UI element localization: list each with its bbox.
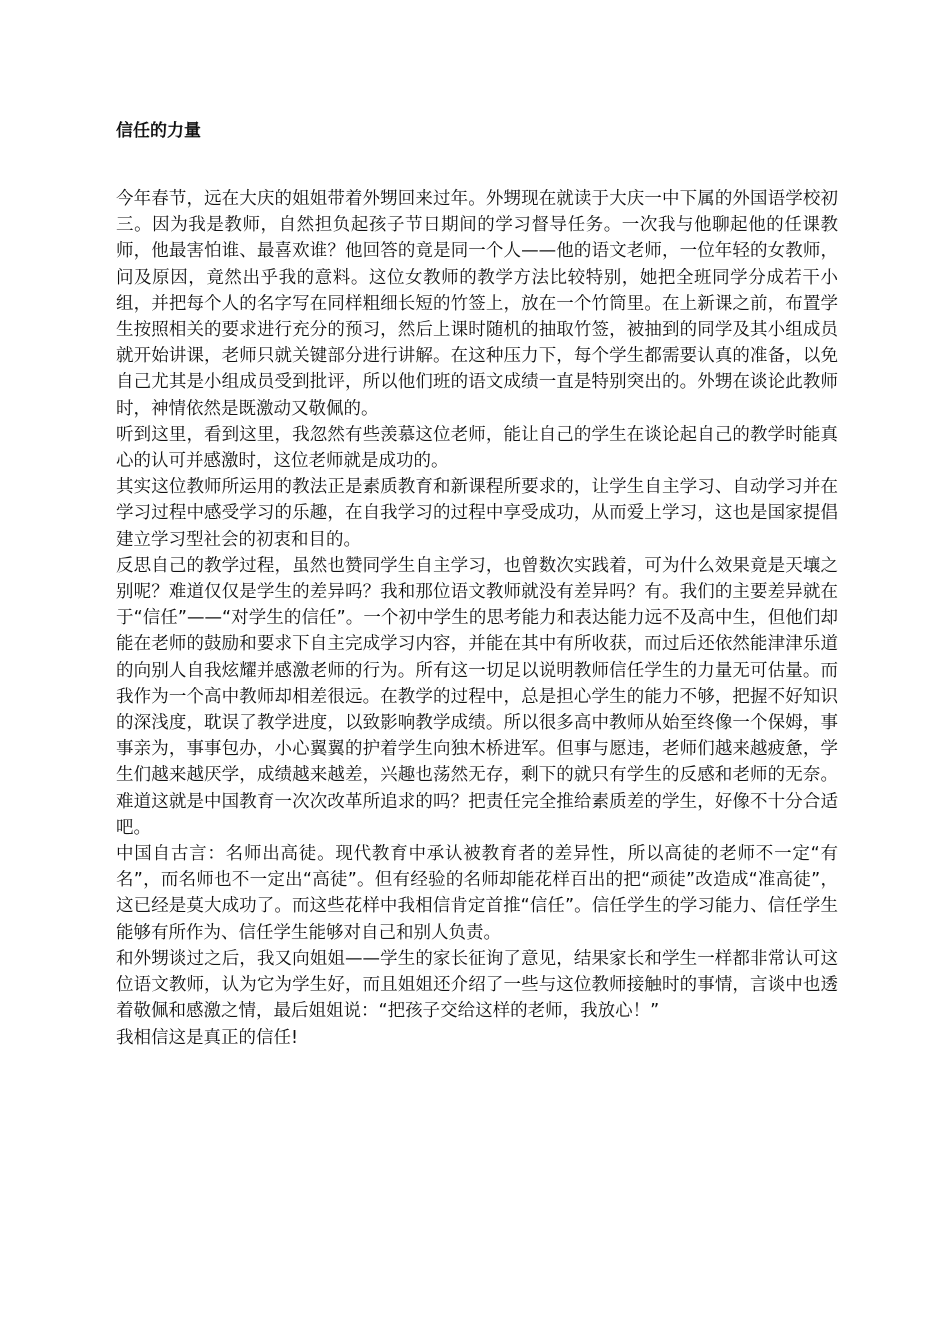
paragraph: 今年春节，远在大庆的姐姐带着外甥回来过年。外甥现在就读于大庆一中下属的外国语学校初三。因为我是教师，自然担负起孩子节日期间的学习督导任务。一次我与他聊起他的任课教师，他最害怕谁、最喜欢谁？他回答的竟是同一个人——他的语文老师，一位年轻的女教师，问及原因，竟然出乎我的意料。这位女教师的教学方法比较特别，她把全班同学分成若干小组，并把每个人的名字写在同样粗细长短的竹签上，放在一个竹筒里。在上新课之前，布置学生按照相关的要求进行充分的预习，然后上课时随机的抽取竹签，被抽到的同学及其小组成员就开始讲课，老师只就关键部分进行讲解。在这种压力下，每个学生都需要认真的准备，以免自己尤其是小组成员受到批评，所以他们班的语文成绩一直是特别突出的。外甥在谈论此教师时，神情依然是既激动又敬佩的。 [116, 189, 838, 419]
paragraph: 中国自古言：名师出高徒。现代教育中承认被教育者的差异性，所以高徒的老师不一定“有名”，而名师也不一定出“高徒”。但有经验的名师却能花样百出的把“顽徒”改造成“准高徒”，这已经是莫大成功了。而这些花样中我相信肯定首推“信任”。信任学生的学习能力、信任学生能够有所作为、信任学生能够对自己和别人负责。 [116, 844, 838, 943]
document-title: 信任的力量 [116, 121, 201, 141]
paragraph: 其实这位教师所运用的教法正是素质教育和新课程所要求的，让学生自主学习、自动学习并在学习过程中感受学习的乐趣，在自我学习的过程中享受成功，从而爱上学习，这也是国家提倡建立学习型社会的初衷和目的。 [116, 477, 838, 550]
paragraph: 反思自己的教学过程，虽然也赞同学生自主学习，也曾数次实践着，可为什么效果竟是天壤之别呢？难道仅仅是学生的差异吗？我和那位语文教师就没有差异吗？有。我们的主要差异就在于“信任”——“对学生的信任”。一个初中学生的思考能力和表达能力远不及高中生，但他们却能在老师的鼓励和要求下自主完成学习内容，并能在其中有所收获，而过后还依然能津津乐道的向别人自我炫耀并感激老师的行为。所有这一切足以说明教师信任学生的力量无可估量。而我作为一个高中教师却相差很远。在教学的过程中，总是担心学生的能力不够，把握不好知识的深浅度，耽误了教学进度，以致影响教学成绩。所以很多高中教师从始至终像一个保姆，事事亲为，事事包办，小心翼翼的护着学生向独木桥进军。但事与愿违，老师们越来越疲惫，学生们越来越厌学，成绩越来越差，兴趣也荡然无存，剩下的就只有学生的反感和老师的无奈。难道这就是中国教育一次次改革所追求的吗？把责任完全推给素质差的学生，好像不十分合适吧。 [116, 555, 838, 838]
document-body [116, 186, 838, 1051]
paragraph: 和外甥谈过之后，我又向姐姐——学生的家长征询了意见，结果家长和学生一样都非常认可这位语文教师，认为它为学生好，而且姐姐还介绍了一些与这位教师接触时的事情，言谈中也透着敬佩和感激之情，最后姐姐说：“把孩子交给这样的老师，我放心！” [116, 948, 838, 1022]
paragraph: 听到这里，看到这里，我忽然有些羡慕这位老师，能让自己的学生在谈论起自己的教学时能真心的认可并感激时，这位老师就是成功的。 [116, 424, 838, 472]
paragraph: 我相信这是真正的信任! [116, 1027, 299, 1048]
